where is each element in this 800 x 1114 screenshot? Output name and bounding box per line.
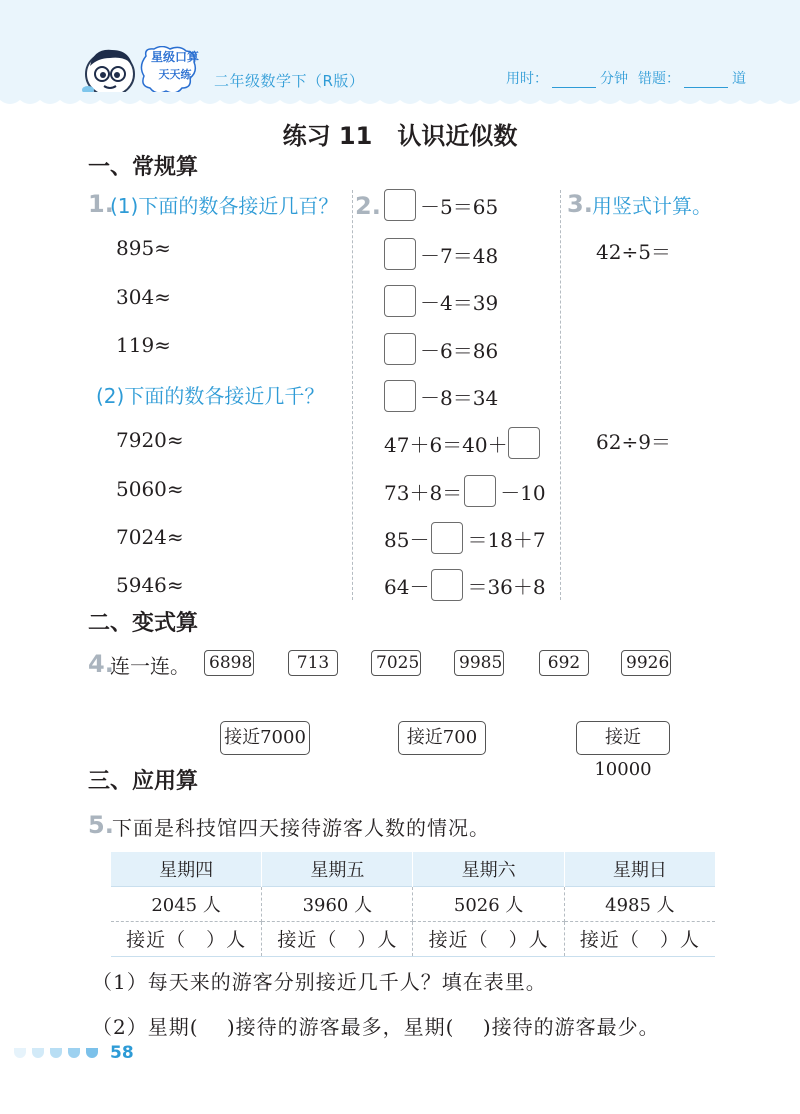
errors-label: 错题： xyxy=(638,71,680,87)
column-divider-1 xyxy=(352,190,353,600)
match-target-10000[interactable]: 接近10000 xyxy=(576,721,670,755)
answer-box[interactable] xyxy=(431,569,463,601)
time-blank xyxy=(552,74,596,88)
time-label: 用时： xyxy=(506,71,548,87)
table-cell-answer[interactable]: 接近（ ）人 xyxy=(413,921,564,956)
table-row xyxy=(111,921,715,956)
match-number-7025[interactable]: 7025 xyxy=(371,650,421,676)
match-number-9985[interactable]: 9985 xyxy=(454,650,504,676)
footer-dot-icon xyxy=(14,1048,26,1058)
q5-prompt: 下面是科技馆四天接待游客人数的情况。 xyxy=(112,816,490,840)
q2-eq-3: －4＝39 xyxy=(384,285,498,317)
q2-eq-7: 73＋8＝ －10 xyxy=(384,475,546,507)
answer-box[interactable] xyxy=(384,333,416,365)
column-divider-2 xyxy=(560,190,561,600)
match-target-7000[interactable]: 接近7000 xyxy=(220,721,310,755)
table-cell-answer[interactable]: 接近（ ）人 xyxy=(564,921,715,956)
table-header-row xyxy=(111,852,715,886)
footer-dot-icon xyxy=(68,1048,80,1058)
q2-eq-4: －6＝86 xyxy=(384,333,498,365)
header-scallop-border xyxy=(0,92,800,112)
answer-box[interactable] xyxy=(384,380,416,412)
q3-number: 3. xyxy=(567,190,593,218)
section1-heading: 一、常规算 xyxy=(88,155,199,180)
q5-number: 5. xyxy=(88,811,114,839)
q1-item-304: 304≈ xyxy=(116,285,171,309)
q1-part1-prompt: (1)下面的数各接近几百？ xyxy=(110,194,339,218)
q1-item-7024: 7024≈ xyxy=(116,525,184,549)
footer-dot-icon xyxy=(32,1048,44,1058)
time-unit: 分钟 xyxy=(600,71,628,87)
q5-sub1: （1）每天来的游客分别接近几千人？填在表里。 xyxy=(92,970,547,994)
q3-item-2: 62÷9＝ xyxy=(596,430,671,454)
match-target-700[interactable]: 接近700 xyxy=(398,721,486,755)
footer-dot-icon xyxy=(86,1048,98,1058)
q1-item-5060: 5060≈ xyxy=(116,477,184,501)
q2-eq-9: 64－ ＝36＋8 xyxy=(384,569,546,601)
answer-box[interactable] xyxy=(384,285,416,317)
answer-box[interactable] xyxy=(384,189,416,221)
table-header-cell: 星期日 xyxy=(564,852,715,886)
table-row xyxy=(111,886,715,921)
table-cell-answer[interactable]: 接近（ ）人 xyxy=(262,921,413,956)
logo-subtitle: 天天练 xyxy=(158,68,192,81)
page-title: 练习 11 认识近似数 xyxy=(282,122,518,150)
logo-title: 星级口算 xyxy=(150,50,199,64)
table-cell: 5026 人 xyxy=(413,886,564,921)
answer-box[interactable] xyxy=(464,475,496,507)
section2-heading: 二、变式算 xyxy=(88,611,199,636)
q1-item-119: 119≈ xyxy=(116,333,171,357)
q2-eq-5: －8＝34 xyxy=(384,380,498,412)
page-number: 58 xyxy=(110,1043,134,1063)
q1-item-5946: 5946≈ xyxy=(116,573,184,597)
match-number-6898[interactable]: 6898 xyxy=(204,650,254,676)
time-error-record xyxy=(506,68,746,88)
answer-box[interactable] xyxy=(508,427,540,459)
q1-part2-prompt: (2)下面的数各接近几千？ xyxy=(96,384,325,408)
match-number-9926[interactable]: 9926 xyxy=(621,650,671,676)
footer-dot-icon xyxy=(50,1048,62,1058)
q5-sub2: （2）星期( )接待的游客最多，星期( )接待的游客最少。 xyxy=(92,1015,660,1039)
table-cell: 4985 人 xyxy=(564,886,715,921)
table-cell-answer[interactable]: 接近（ ）人 xyxy=(111,921,262,956)
section3-heading: 三、应用算 xyxy=(88,769,199,794)
q2-eq-8: 85－ ＝18＋7 xyxy=(384,522,546,554)
errors-unit: 道 xyxy=(732,71,746,87)
book-title: 二年级数学下（R版） xyxy=(214,72,365,90)
table-cell: 3960 人 xyxy=(262,886,413,921)
q4-prompt: 连一连。 xyxy=(110,654,190,678)
q1-item-7920: 7920≈ xyxy=(116,428,184,452)
footer-decoration xyxy=(14,1048,98,1058)
answer-box[interactable] xyxy=(384,238,416,270)
errors-blank xyxy=(684,74,728,88)
q3-item-1: 42÷5＝ xyxy=(596,240,671,264)
table-header-cell: 星期六 xyxy=(413,852,564,886)
match-number-713[interactable]: 713 xyxy=(288,650,338,676)
table-header-cell: 星期四 xyxy=(111,852,262,886)
q1-number: 1. xyxy=(88,190,114,218)
visitors-table xyxy=(111,852,715,957)
table-header-cell: 星期五 xyxy=(262,852,413,886)
q2-eq-2: －7＝48 xyxy=(384,238,498,270)
q2-eq-6: 47＋6＝40＋ xyxy=(384,427,540,459)
match-number-692[interactable]: 692 xyxy=(539,650,589,676)
q3-prompt: 用竖式计算。 xyxy=(592,194,712,218)
answer-box[interactable] xyxy=(431,522,463,554)
q2-number: 2. xyxy=(355,192,381,220)
q1-item-895: 895≈ xyxy=(116,236,171,260)
q4-number: 4. xyxy=(88,650,114,678)
q2-eq-1: －5＝65 xyxy=(384,189,498,221)
table-cell: 2045 人 xyxy=(111,886,262,921)
